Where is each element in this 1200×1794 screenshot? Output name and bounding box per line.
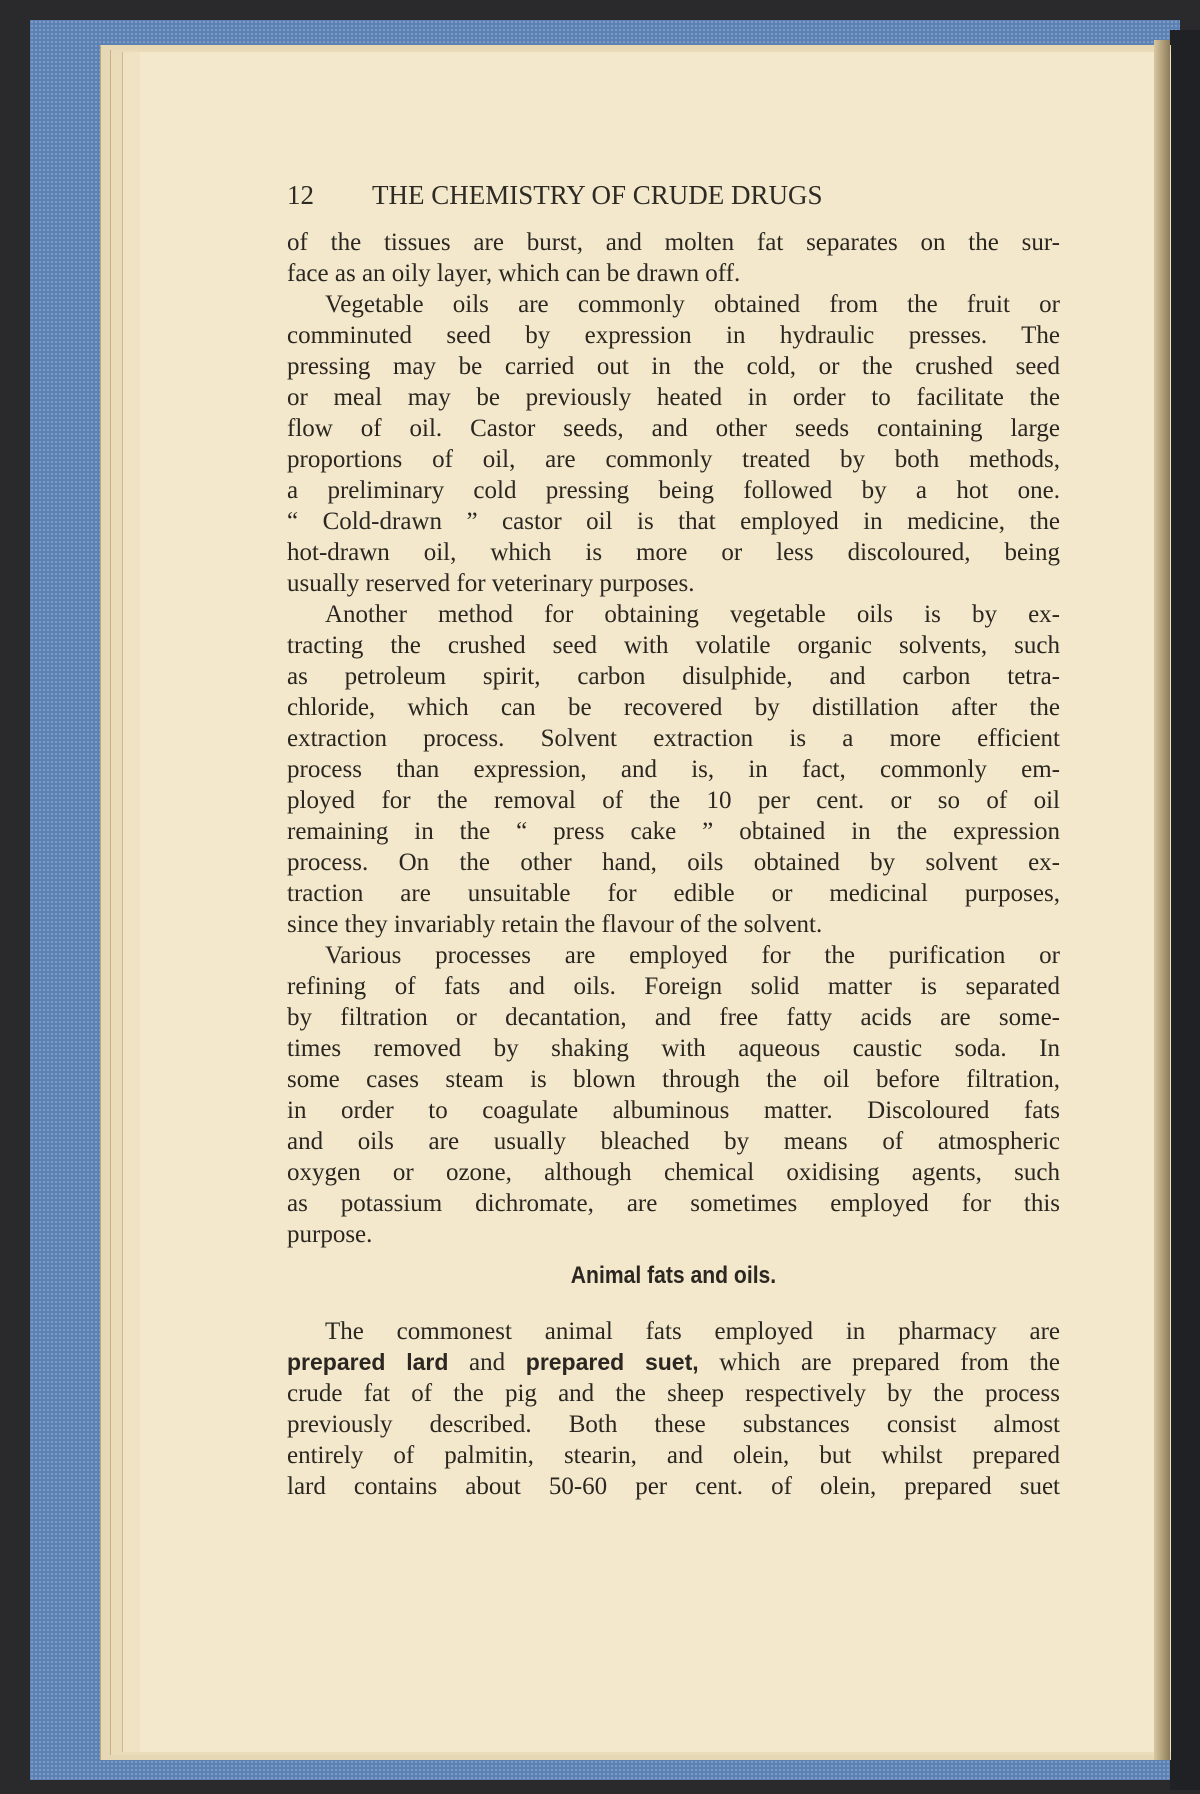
text-line: traction are unsuitable for edible or medicinal purposes,	[287, 880, 1060, 907]
text-line: lard contains about 50-60 per cent. of olein, prepared suet	[287, 1473, 1060, 1500]
text-line: comminuted seed by expression in hydraulic presses. The	[287, 322, 1060, 349]
text-line: Another method for obtaining vegetable oils is by ex-	[325, 601, 1060, 628]
text-line: usually reserved for veterinary purposes.	[287, 570, 695, 597]
bold-term: prepared suet,	[525, 1349, 699, 1375]
running-header	[287, 180, 947, 211]
text-line: a preliminary cold pressing being followed by a hot one.	[287, 477, 1060, 504]
text-line: since they invariably retain the flavour of the solvent.	[287, 911, 823, 938]
page-edge	[1154, 40, 1170, 1760]
text-line: proportions of oil, are commonly treated by both methods,	[287, 446, 1060, 473]
text-line: by filtration or decantation, and free fatty acids are some-	[287, 1004, 1060, 1031]
section-heading: Animal fats and oils.	[570, 1262, 777, 1289]
text-line: as petroleum spirit, carbon disulphide, and carbon tetra-	[287, 663, 1060, 690]
text-line: process. On the other hand, oils obtained by solvent ex-	[287, 849, 1060, 876]
text-line: tracting the crushed seed with volatile organic solvents, such	[287, 632, 1060, 659]
text-line: extraction process. Solvent extraction is a more efficient	[287, 725, 1060, 752]
text-line	[287, 1347, 1060, 1378]
text-line: crude fat of the pig and the sheep respectively by the process	[287, 1380, 1060, 1407]
text-line: in order to coagulate albuminous matter. Discoloured fats	[287, 1097, 1060, 1124]
text-line: chloride, which can be recovered by distillation after the	[287, 694, 1060, 721]
text-line: and oils are usually bleached by means of atmospheric	[287, 1128, 1060, 1155]
text-line: Vegetable oils are commonly obtained from the fruit or	[325, 291, 1060, 318]
text-span: and	[448, 1349, 526, 1376]
page-body	[287, 227, 1060, 1502]
running-title: THE CHEMISTRY OF CRUDE DRUGS	[372, 180, 823, 210]
bold-term: prepared lard	[287, 1349, 449, 1375]
text-line: purpose.	[287, 1221, 373, 1248]
text-line: flow of oil. Castor seeds, and other seeds containing large	[287, 415, 1060, 442]
text-line: “ Cold-drawn ” castor oil is that employed in medicine, the	[287, 508, 1060, 535]
text-line: or meal may be previously heated in order to facilitate the	[287, 384, 1060, 411]
text-line: of the tissues are burst, and molten fat separates on the sur-	[287, 229, 1060, 256]
text-line: The commonest animal fats employed in pharmacy are	[325, 1318, 1060, 1345]
text-line: entirely of palmitin, stearin, and olein, but whilst prepared	[287, 1442, 1060, 1469]
text-line: remaining in the “ press cake ” obtained in the expression	[287, 818, 1060, 845]
text-line: as potassium dichromate, are sometimes employed for this	[287, 1190, 1060, 1217]
page-number: 12	[287, 180, 314, 210]
text-line: oxygen or ozone, although chemical oxidising agents, such	[287, 1159, 1060, 1186]
text-line: ployed for the removal of the 10 per cent. or so of oil	[287, 787, 1060, 814]
text-line: process than expression, and is, in fact, commonly em-	[287, 756, 1060, 783]
text-line: hot-drawn oil, which is more or less discoloured, being	[287, 539, 1060, 566]
text-line: face as an oily layer, which can be drawn off.	[287, 260, 741, 287]
text-line: some cases steam is blown through the oil before filtration,	[287, 1066, 1060, 1093]
text-line: times removed by shaking with aqueous caustic soda. In	[287, 1035, 1060, 1062]
text-line: pressing may be carried out in the cold, or the crushed seed	[287, 353, 1060, 380]
text-span: which are prepared from the	[698, 1349, 1061, 1376]
book-spine	[1170, 30, 1200, 1790]
text-line: refining of fats and oils. Foreign solid matter is separated	[287, 973, 1060, 1000]
text-line: Various processes are employed for the purification or	[325, 942, 1060, 969]
text-line: previously described. Both these substances consist almost	[287, 1411, 1060, 1438]
